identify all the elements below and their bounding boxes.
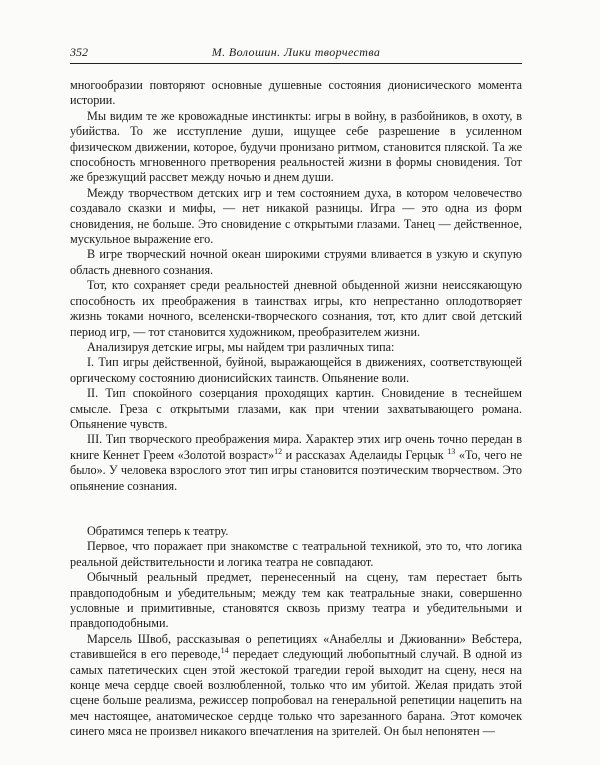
text-run: Марсель Швоб, рассказывая о репетициях «Анабеллы и Джиованни» Вебстера, ставившейся в его переводе, <box>70 631 522 662</box>
paragraph: Первое, что поражает при знакомстве с театральной техникой, это то, что логика реальной действительности и логика театра не совпадают. <box>70 539 522 569</box>
text-run: «То, чего не было». У человека взрослого этот тип игры становится поэтическим творчеством. Это опьянение сознания. <box>70 447 522 493</box>
page-number: 352 <box>70 45 88 59</box>
paragraph: В игре творческий ночной океан широкими струями вливается в узкую и скупую область дневного сознания. <box>70 247 522 277</box>
text-run: передает следующий любопытный случай. В одной из самых патетических сцен этой жестокой трагедии герой выходит на сцену, неся на конце меча сердце своей возлюбленной, только что им убитой. Желая придать этой сцене больше реализма, режиссер попробовал на генеральной репетиции нацепить на меч настоящее, анатомическое сердце только что зарезанного барана. Этот комочек синего мяса не произвел никакого впечатления на зрителей. Он был непонятен — <box>70 647 522 739</box>
paragraph: Мы видим те же кровожадные инстинкты: игры в войну, в разбойников, в охоту, в убийства. То же исступление души, ищущее себе разрешение в усиленном физическом движении, которое, будучи пронизано ритмом, становится пляской. Та же способность мгновенного претворения реальностей жизни в формы сновидения. Тот же брезжущий рассвет между ночью и днем души. <box>70 108 522 185</box>
running-header <box>70 43 522 64</box>
text-run: III. Тип творческого преображения мира. Характер этих игр очень точно передан в книге Кеннет Греем «Золотой возраст» <box>70 432 522 462</box>
footnote-ref: 13 <box>447 446 456 456</box>
paragraph: многообразии повторяют основные душевные состояния дионисического момента истории. <box>70 78 522 108</box>
paragraph: II. Тип спокойного созерцания проходящих картин. Сновидение в теснейшем смысле. Греза с открытыми глазами, как при чтении захватывающего романа. Опьянение чувств. <box>70 386 522 431</box>
body-text <box>70 78 522 740</box>
paragraph: Обратимся теперь к театру. <box>87 523 229 538</box>
paragraph: I. Тип игры действенной, буйной, выражающейся в движениях, соответствующей оргическому состоянию дионисийских таинств. Опьянение воли. <box>70 355 522 385</box>
running-title: М. Волошин. Лики творчества <box>211 45 381 59</box>
paragraph: Между творчеством детских игр и тем состоянием духа, в котором человечество создавало сказки и мифы, — нет никакой разницы. Игра — это одна из форм сновидения, не больше. Это сновидение с открытыми глазами. Танец — действенное, мускульное выражение его. <box>70 185 522 247</box>
paragraph-schwob <box>70 632 522 740</box>
paragraph-type-three <box>70 432 522 494</box>
paragraph: Тот, кто сохраняет среди реальностей дневной обыденной жизни неиссякающую способность их преображения в таинствах игры, кто непрестанно оплодотворяет жизнь токами ночного, вселенски-творческого сознания, тот, кто длит свой детский период игр, — тот становится художником, преобразителем жизни. <box>70 278 522 339</box>
paragraph: Анализируя детские игры, мы найдем три различных типа: <box>87 339 395 354</box>
footnote-ref: 14 <box>220 646 229 656</box>
footnote-ref: 12 <box>274 446 283 456</box>
paragraph: Обычный реальный предмет, перенесенный на сцену, там перестает быть правдоподобным и убедительным; между тем как театральные знаки, совершенно условные и примитивные, становятся сквозь призму театра и убедительными и правдоподобными. <box>70 570 522 631</box>
text-run: и рассказах Аделаиды Герцык <box>282 447 448 462</box>
